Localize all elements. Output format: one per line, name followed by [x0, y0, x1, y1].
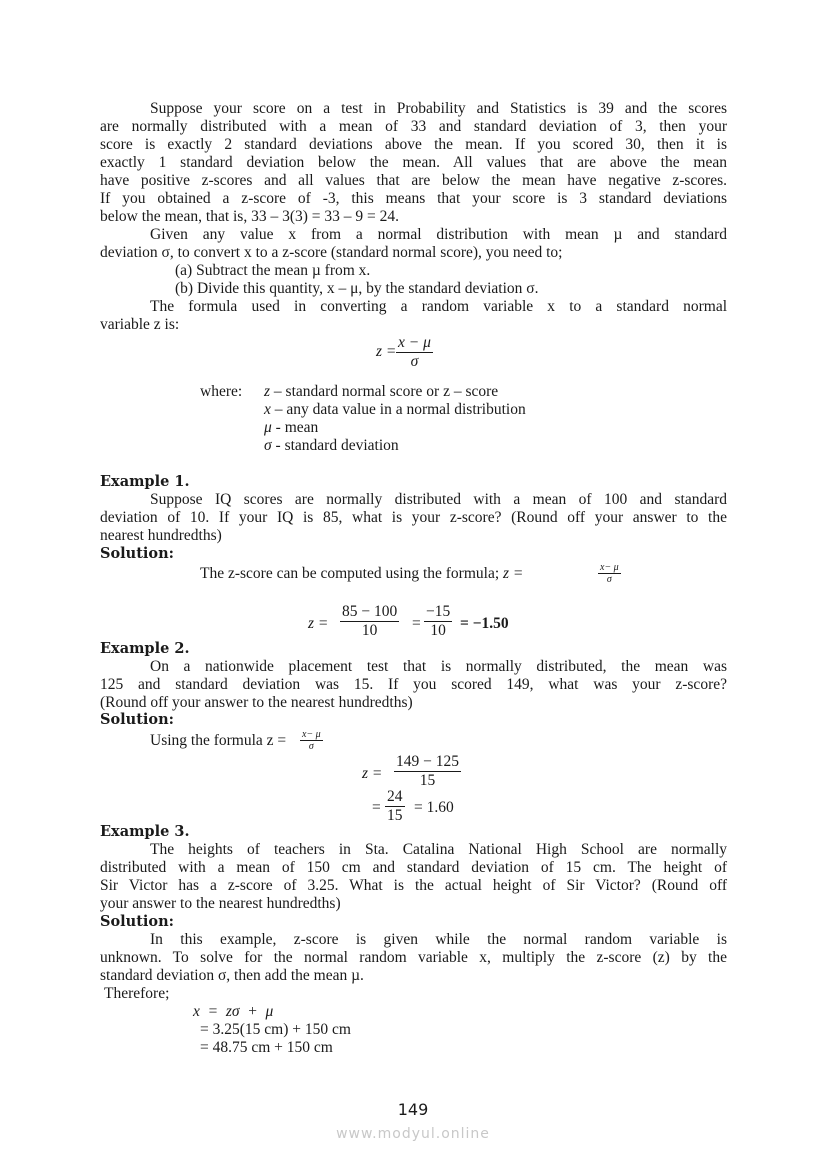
paragraph-line: nearest hundredths)	[100, 527, 222, 544]
inline-fraction	[300, 729, 323, 752]
formula-step: = 48.75 cm + 150 cm	[200, 1039, 333, 1056]
paragraph-line: score is exactly 2 standard deviations above the mean. If you scored 30, then it is	[100, 136, 727, 153]
where-item	[264, 383, 498, 401]
paragraph-line: your answer to the nearest hundredths)	[100, 895, 341, 912]
paragraph-line: below the mean, that is, 33 – 3(3) = 33 – 9 = 24.	[100, 208, 400, 225]
paragraph-line: In this example, z-score is given while the normal random variable is	[150, 931, 727, 948]
symbol: x	[264, 401, 271, 418]
therefore-label: Therefore;	[104, 985, 170, 1002]
paragraph-line: Sir Victor has a z-score of 3.25. What is the actual height of Sir Victor? (Round off	[100, 877, 727, 894]
where-item	[264, 437, 399, 455]
denominator: 10	[430, 622, 446, 639]
denominator: 15	[419, 772, 436, 789]
definition: - standard deviation	[271, 437, 399, 454]
symbol: z	[264, 383, 271, 400]
result: = −1.50	[460, 615, 509, 632]
paragraph-line: exactly 1 standard deviation below the mean. All values that are above the mean	[100, 154, 727, 171]
solution-intro	[200, 565, 523, 583]
paragraph-line: have positive z-scores and all values that are below the mean have negative z-scores.	[100, 172, 727, 189]
formula-step: x = zσ + μ	[193, 1003, 274, 1020]
formula-lhs: z =	[376, 343, 397, 360]
formula-step: = 3.25(15 cm) + 150 cm	[200, 1021, 351, 1038]
formula-fraction	[396, 334, 433, 371]
paragraph-line: distributed with a mean of 150 cm and standard deviation of 15 cm. The height of	[100, 859, 727, 876]
numerator: 85 − 100	[342, 603, 398, 620]
numerator: 24	[387, 788, 403, 805]
result: = 1.60	[414, 799, 454, 816]
fraction	[424, 603, 452, 640]
numerator: −15	[426, 603, 451, 620]
where-item	[264, 419, 318, 437]
paragraph-line: deviation σ, to convert x to a z-score (standard normal score), you need to;	[100, 244, 563, 261]
denominator: 15	[387, 807, 403, 824]
paragraph-line: standard deviation σ, then add the mean µ.	[100, 967, 364, 984]
definition: – standard normal score or z – score	[270, 383, 499, 400]
symbol: μ	[264, 419, 272, 436]
denominator: σ	[308, 741, 314, 752]
paragraph-line: If you obtained a z-score of -3, this means that your score is 3 standard deviations	[100, 190, 727, 207]
formula-lhs: z =	[503, 565, 524, 582]
denominator: 10	[361, 622, 378, 639]
step-b: (b) Divide this quantity, x – μ, by the standard deviation σ.	[175, 280, 539, 297]
paragraph-line: deviation of 10. If your IQ is 85, what is your z-score? (Round off your answer to the	[100, 509, 727, 526]
definition: - mean	[271, 419, 319, 436]
paragraph-line: Suppose your score on a test in Probability and Statistics is 39 and the scores	[150, 100, 727, 117]
solution-heading: Solution:	[100, 545, 174, 562]
eq-lhs: z =	[308, 615, 329, 632]
paragraph-line: Given any value x from a normal distribution with mean µ and standard	[150, 226, 727, 243]
numerator: x− μ	[302, 729, 321, 740]
where-item	[264, 401, 526, 419]
fraction	[385, 788, 405, 825]
where-label: where:	[200, 383, 243, 400]
solution-heading: Solution:	[100, 913, 174, 930]
fraction	[394, 753, 461, 790]
eq-lhs: z =	[362, 765, 383, 782]
paragraph-line: 125 and standard deviation was 15. If you scored 149, what was your z-score?	[100, 676, 727, 693]
symbol: σ	[264, 437, 272, 454]
example-2-heading: Example 2.	[100, 640, 190, 657]
fraction	[340, 603, 399, 640]
paragraph-line: variable z is:	[100, 316, 180, 333]
paragraph-line: The formula used in converting a random variable x to a standard normal	[150, 298, 727, 315]
equals: =	[412, 615, 421, 632]
paragraph-line: On a nationwide placement test that is normally distributed, the mean was	[150, 658, 727, 675]
paragraph-line: The heights of teachers in Sta. Catalina National High School are normally	[150, 841, 727, 858]
paragraph-line: (Round off your answer to the nearest hundredths)	[100, 694, 413, 711]
example-1-heading: Example 1.	[100, 473, 190, 490]
inline-fraction	[598, 562, 621, 585]
formula-denominator: σ	[410, 353, 419, 370]
intro-text: The z-score can be computed using the formula;	[200, 565, 503, 582]
step-a: (a) Subtract the mean µ from x.	[175, 262, 371, 279]
solution-heading: Solution:	[100, 711, 174, 728]
watermark: www.modyul.online	[336, 1126, 490, 1142]
paragraph-line: Suppose IQ scores are normally distributed with a mean of 100 and standard	[150, 491, 727, 508]
definition: – any data value in a normal distribution	[270, 401, 526, 418]
equals: =	[372, 799, 381, 816]
paragraph-line: unknown. To solve for the normal random variable x, multiply the z-score (z) by the	[100, 949, 727, 966]
numerator: 149 − 125	[396, 753, 459, 770]
denominator: σ	[606, 574, 612, 585]
example-3-heading: Example 3.	[100, 823, 190, 840]
page-number: 149	[397, 1100, 429, 1119]
paragraph-line: are normally distributed with a mean of 33 and standard deviation of 3, then your	[100, 118, 727, 135]
formula-numerator: x − μ	[398, 334, 431, 351]
numerator: x− μ	[600, 562, 619, 573]
solution-intro: Using the formula z =	[150, 732, 287, 749]
